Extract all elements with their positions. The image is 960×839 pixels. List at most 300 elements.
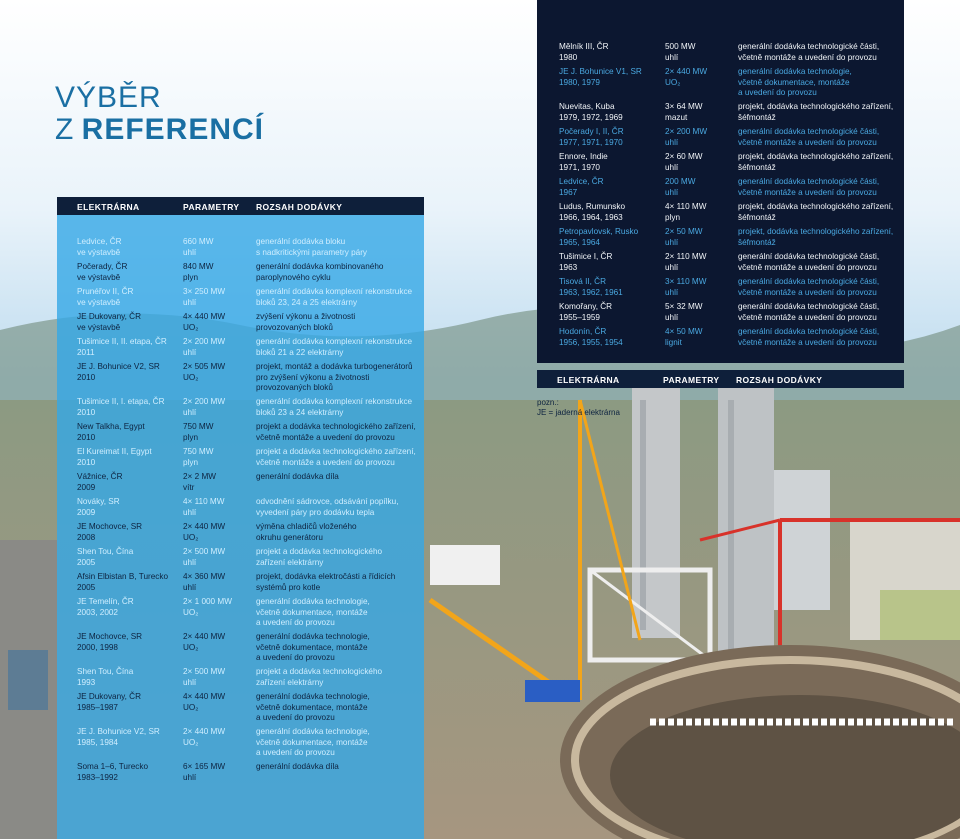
cell-line: uhlí — [183, 347, 197, 357]
plant-cell — [559, 277, 623, 298]
cell-line: Nováky, SR — [77, 497, 120, 506]
cell-line: 2× 200 MW — [183, 397, 226, 406]
cell-line: 2× 200 MW — [183, 337, 226, 346]
plant-cell — [77, 262, 127, 283]
cell-line: JE J. Bohunice V1, SR — [559, 67, 642, 76]
title-line-1: VÝBĚR — [55, 81, 162, 114]
cell-line: včetně montáže a uvedení do provozu — [738, 287, 877, 297]
cell-line: 2× 2 MW — [183, 472, 216, 481]
plant-cell — [559, 177, 604, 198]
cell-line: provozovaných bloků — [256, 383, 333, 393]
cell-line: 2009 — [77, 507, 96, 517]
parameters-cell — [183, 397, 225, 418]
cell-line: 2011 — [77, 347, 95, 357]
cell-line: UO₂ — [183, 607, 199, 617]
cell-line: uhlí — [183, 557, 197, 567]
page-title — [55, 82, 264, 146]
cell-line: 2010 — [77, 372, 96, 382]
cell-line: uhlí — [183, 297, 197, 307]
cell-line: provozovaných bloků — [256, 322, 333, 332]
parameters-cell — [665, 277, 706, 298]
plant-cell — [77, 692, 141, 713]
cell-line: uhlí — [665, 137, 679, 147]
parameters-cell — [665, 227, 703, 248]
cell-line: šéfmontáž — [738, 162, 776, 172]
cell-line: zvýšení výkonu a životnosti — [256, 312, 356, 321]
cell-line: 1980, 1979 — [559, 77, 600, 87]
cell-line: 2005 — [77, 557, 96, 567]
cell-line: generální dodávka technologie, — [256, 727, 370, 736]
parameters-cell — [183, 667, 225, 688]
cell-line: 3× 64 MW — [665, 102, 703, 111]
title-prefix: Z — [55, 112, 82, 146]
cell-line: a uvedení do provozu — [256, 713, 335, 723]
parameters-cell — [183, 597, 232, 618]
cell-line: projekt, dodávka technologického zařízení, — [738, 227, 894, 236]
plant-cell — [559, 42, 609, 63]
cell-line: 4× 360 MW — [183, 572, 226, 581]
cell-line: 1965, 1964 — [559, 237, 600, 247]
cell-line: 1966, 1964, 1963 — [559, 212, 623, 222]
footnote-label: pozn.: — [537, 398, 559, 407]
cell-line: okruhu generátoru — [256, 532, 323, 542]
cell-line: včetně montáže a uvedení do provozu — [738, 312, 877, 322]
cell-line: ve výstavbě — [77, 322, 121, 332]
cell-line: vyvedení páry pro dodávku tepla — [256, 507, 375, 517]
cell-line: 4× 110 MW — [183, 497, 225, 506]
cell-line: generální dodávka díla — [256, 472, 339, 481]
cell-line: Ennore, Indie — [559, 152, 608, 161]
parameters-cell — [665, 252, 706, 273]
cell-line: odvodnění sádrovce, odsávání popílku, — [256, 497, 399, 506]
cell-line: uhlí — [665, 162, 679, 172]
cell-line: generální dodávka komplexní rekonstrukce — [256, 337, 413, 346]
cell-line: včetně dokumentace, montáže — [256, 607, 368, 617]
cell-line: a uvedení do provozu — [256, 618, 335, 628]
cell-line: uhlí — [183, 247, 197, 257]
cell-line: JE Dukovany, ČR — [77, 692, 142, 701]
header-col-scope: ROZSAH DODÁVKY — [736, 375, 823, 385]
plant-cell — [77, 472, 123, 493]
cell-line: 1971, 1970 — [559, 162, 600, 172]
plant-cell — [77, 337, 167, 358]
scope-cell — [738, 67, 852, 99]
cell-line: uhlí — [665, 237, 679, 247]
cell-line: generální dodávka technologické části, — [738, 42, 880, 51]
cell-line: 2× 1 000 MW — [183, 597, 232, 606]
cell-line: Shen Tou, Čína — [77, 547, 134, 556]
cell-line: UO₂ — [665, 77, 681, 87]
cell-line: bloků 23, 24 a 25 elektrárny — [256, 297, 358, 307]
cell-line: Komořany, ČR — [559, 302, 613, 311]
cell-line: paroplynového cyklu — [256, 272, 331, 282]
parameters-cell — [183, 632, 225, 653]
scope-cell — [256, 337, 412, 358]
scope-cell — [738, 252, 879, 273]
plant-cell — [77, 287, 133, 308]
cell-line: uhlí — [183, 507, 197, 517]
cell-line: 1963 — [559, 262, 578, 272]
plant-cell — [77, 497, 120, 518]
cell-line: včetně montáže a uvedení do provozu — [738, 52, 877, 62]
parameters-cell — [183, 262, 213, 283]
cell-line: vítr — [183, 482, 195, 492]
cell-line: 2× 440 MW — [183, 522, 226, 531]
cell-line: projekt, dodávka technologického zařízení, — [738, 152, 894, 161]
scope-cell — [738, 277, 879, 298]
plant-cell — [77, 667, 133, 688]
scope-cell — [256, 522, 357, 543]
parameters-cell — [183, 547, 225, 568]
cell-line: 2010 — [77, 407, 96, 417]
cell-line: 5× 32 MW — [665, 302, 703, 311]
cell-line: včetně dokumentace, montáže — [256, 737, 368, 747]
scope-cell — [738, 127, 879, 148]
cell-line: 2× 50 MW — [665, 227, 703, 236]
scope-cell — [256, 287, 412, 308]
cell-line: 1983–1992 — [77, 772, 118, 782]
parameters-cell — [665, 177, 695, 198]
cell-line: projekt a dodávka technologického zařízení, — [256, 422, 416, 431]
cell-line: šéfmontáž — [738, 112, 776, 122]
cell-line: projekt a dodávka technologického zařízení, — [256, 447, 416, 456]
cell-line: Ludus, Rumunsko — [559, 202, 625, 211]
plant-cell — [77, 237, 122, 258]
plant-cell — [77, 727, 160, 748]
scope-cell — [256, 397, 412, 418]
parameters-cell — [665, 67, 707, 88]
plant-cell — [559, 302, 612, 323]
cell-line: UO₂ — [183, 737, 199, 747]
parameters-cell — [183, 362, 225, 383]
cell-line: 2005 — [77, 582, 96, 592]
cell-line: 2000, 1998 — [77, 642, 118, 652]
parameters-cell — [183, 472, 216, 493]
cell-line: projekt, dodávka elektročásti a řídicích — [256, 572, 396, 581]
cell-line: generální dodávka technologické části, — [738, 327, 880, 336]
plant-cell — [77, 422, 145, 443]
cell-line: 1979, 1972, 1969 — [559, 112, 623, 122]
cell-line: a uvedení do provozu — [256, 653, 335, 663]
cell-line: 750 MW — [183, 447, 214, 456]
cell-line: JE Mochovce, SR — [77, 522, 143, 531]
cell-line: 2008 — [77, 532, 96, 542]
cell-line: plyn — [665, 212, 681, 222]
cell-line: generální dodávka technologie, — [738, 67, 852, 76]
parameters-cell — [665, 102, 703, 123]
cell-line: generální dodávka technologie, — [256, 692, 370, 701]
plant-cell — [559, 127, 624, 148]
cell-line: 2× 500 MW — [183, 667, 226, 676]
parameters-cell — [665, 152, 703, 173]
scope-cell — [738, 302, 879, 323]
plant-cell — [559, 152, 608, 173]
cell-line: zařízení elektrárny — [256, 677, 324, 687]
cell-line: včetně montáže a uvedení do provozu — [738, 262, 877, 272]
parameters-cell — [183, 337, 225, 358]
cell-line: 3× 110 MW — [665, 277, 707, 286]
scope-cell — [738, 152, 893, 173]
cell-line: šéfmontáž — [738, 237, 776, 247]
header-col-plant: ELEKTRÁRNA — [557, 375, 620, 385]
cell-line: JE J. Bohunice V2, SR — [77, 727, 160, 736]
parameters-cell — [183, 762, 225, 783]
plant-cell — [559, 67, 642, 88]
plant-cell — [77, 632, 142, 653]
title-emphasis: REFERENCÍ — [81, 112, 265, 146]
parameters-cell — [665, 42, 695, 63]
scope-cell — [738, 177, 879, 198]
cell-line: 1956, 1955, 1954 — [559, 337, 623, 347]
cell-line: systémů pro kotle — [256, 582, 321, 592]
cell-line: uhlí — [665, 262, 679, 272]
cell-line: generální dodávka technologie, — [256, 597, 370, 606]
cell-line: Hodonín, ČR — [559, 327, 607, 336]
cell-line: UO₂ — [183, 702, 199, 712]
scope-cell — [256, 422, 416, 443]
cell-line: JE Dukovany, ČR — [77, 312, 142, 321]
cell-line: uhlí — [183, 772, 197, 782]
cell-line: JE Temelín, ČR — [77, 597, 134, 606]
cell-line: JE Mochovce, SR — [77, 632, 143, 641]
cell-line: Ledvice, ČR — [559, 177, 604, 186]
cell-line: 4× 440 MW — [183, 312, 226, 321]
cell-line: včetně dokumentace, montáže — [256, 642, 368, 652]
cell-line: Prunéřov II, ČR — [77, 287, 134, 296]
scope-cell — [256, 497, 398, 518]
cell-line: plyn — [183, 432, 199, 442]
plant-cell — [77, 312, 141, 333]
cell-line: včetně montáže a uvedení do provozu — [738, 187, 877, 197]
parameters-cell — [665, 202, 706, 223]
cell-line: včetně dokumentace, montáže — [256, 702, 368, 712]
scope-cell — [256, 572, 395, 593]
parameters-cell — [183, 287, 225, 308]
cell-line: uhlí — [665, 187, 679, 197]
cell-line: uhlí — [183, 677, 197, 687]
scope-cell — [256, 472, 339, 483]
parameters-cell — [183, 422, 213, 443]
cell-line: 3× 250 MW — [183, 287, 226, 296]
right-table-header — [537, 370, 904, 388]
left-table-header — [57, 197, 424, 215]
cell-line: 840 MW — [183, 262, 214, 271]
cell-line: uhlí — [665, 312, 679, 322]
cell-line: Počerady, ČR — [77, 262, 128, 271]
scope-cell — [256, 692, 370, 724]
scope-cell — [738, 102, 893, 123]
cell-line: JE J. Bohunice V2, SR — [77, 362, 160, 371]
cell-line: uhlí — [665, 52, 679, 62]
plant-cell — [77, 597, 134, 618]
cell-line: Afsin Elbistan B, Turecko — [77, 572, 169, 581]
plant-cell — [559, 202, 625, 223]
parameters-cell — [183, 497, 224, 518]
cell-line: 1963, 1962, 1961 — [559, 287, 623, 297]
cell-line: 2× 440 MW — [183, 727, 226, 736]
cell-line: 2010 — [77, 432, 96, 442]
cell-line: generální dodávka technologické části, — [738, 177, 880, 186]
parameters-cell — [183, 572, 225, 593]
plant-cell — [77, 547, 133, 568]
plant-cell — [77, 362, 160, 383]
cell-line: El Kureimat II, Egypt — [77, 447, 152, 456]
cell-line: včetně montáže a uvedení do provozu — [256, 457, 395, 467]
cell-line: bloků 23 a 24 elektrárny — [256, 407, 344, 417]
cell-line: lignit — [665, 337, 682, 347]
cell-line: ve výstavbě — [77, 247, 121, 257]
cell-line: Tušimice II, I. etapa, ČR — [77, 397, 165, 406]
parameters-cell — [183, 522, 225, 543]
cell-line: šéfmontáž — [738, 212, 776, 222]
plant-cell — [77, 447, 152, 468]
scope-cell — [738, 327, 879, 348]
cell-line: 2× 440 MW — [665, 67, 708, 76]
header-col-params: PARAMETRY — [663, 375, 720, 385]
cell-line: 1993 — [77, 677, 96, 687]
plant-cell — [77, 397, 165, 418]
cell-line: 1980 — [559, 52, 578, 62]
scope-cell — [738, 227, 893, 248]
cell-line: generální dodávka kombinovaného — [256, 262, 384, 271]
cell-line: plyn — [183, 457, 199, 467]
scope-cell — [256, 632, 370, 664]
cell-line: Vážnice, ČR — [77, 472, 123, 481]
cell-line: 500 MW — [665, 42, 696, 51]
cell-line: generální dodávka technologické části, — [738, 277, 880, 286]
cell-line: New Talkha, Egypt — [77, 422, 145, 431]
header-col-plant: ELEKTRÁRNA — [77, 202, 140, 212]
scope-cell — [256, 262, 383, 283]
cell-line: generální dodávka technologické části, — [738, 302, 880, 311]
plant-cell — [559, 102, 623, 123]
cell-line: Soma 1–6, Turecko — [77, 762, 148, 771]
parameters-cell — [183, 692, 225, 713]
cell-line: UO₂ — [183, 372, 199, 382]
cell-line: 4× 440 MW — [183, 692, 226, 701]
cell-line: včetně montáže a uvedení do provozu — [738, 337, 877, 347]
cell-line: 2010 — [77, 457, 96, 467]
scope-cell — [256, 727, 370, 759]
plant-cell — [77, 572, 168, 593]
cell-line: bloků 21 a 22 elektrárny — [256, 347, 344, 357]
plant-cell — [77, 522, 142, 543]
cell-line: 2009 — [77, 482, 96, 492]
parameters-cell — [183, 237, 213, 258]
cell-line: uhlí — [183, 582, 197, 592]
cell-line: pro zvýšení výkonu a životnosti — [256, 372, 370, 382]
cell-line: Petropavlovsk, Rusko — [559, 227, 639, 236]
scope-cell — [256, 237, 367, 258]
cell-line: Tisová II, ČR — [559, 277, 607, 286]
scope-cell — [738, 42, 879, 63]
cell-line: 200 MW — [665, 177, 696, 186]
parameters-cell — [183, 447, 213, 468]
cell-line: Ledvice, ČR — [77, 237, 122, 246]
cell-line: 2× 110 MW — [665, 252, 707, 261]
cell-line: projekt, dodávka technologického zařízení, — [738, 202, 894, 211]
header-col-scope: ROZSAH DODÁVKY — [256, 202, 343, 212]
cell-line: včetně montáže a uvedení do provozu — [256, 432, 395, 442]
cell-line: výměna chladičů vloženého — [256, 522, 357, 531]
parameters-cell — [665, 127, 707, 148]
cell-line: včetně montáže a uvedení do provozu — [738, 137, 877, 147]
cell-line: ve výstavbě — [77, 297, 121, 307]
cell-line: 1977, 1971, 1970 — [559, 137, 623, 147]
cell-line: 1985, 1984 — [77, 737, 118, 747]
plant-cell — [77, 762, 148, 783]
footnote — [537, 398, 620, 418]
parameters-cell — [183, 727, 225, 748]
plant-cell — [559, 327, 623, 348]
plant-cell — [559, 252, 612, 273]
cell-line: 2× 60 MW — [665, 152, 703, 161]
cell-line: Tušimice II, II. etapa, ČR — [77, 337, 167, 346]
cell-line: Tušimice I, ČR — [559, 252, 613, 261]
cell-line: Nuevitas, Kuba — [559, 102, 615, 111]
plant-cell — [559, 227, 638, 248]
cell-line: 750 MW — [183, 422, 214, 431]
cell-line: 2× 500 MW — [183, 547, 226, 556]
scope-cell — [256, 597, 370, 629]
scope-cell — [256, 547, 382, 568]
cell-line: 4× 50 MW — [665, 327, 703, 336]
parameters-cell — [665, 327, 703, 348]
title-line-2 — [55, 114, 264, 146]
cell-line: generální dodávka komplexní rekonstrukce — [256, 287, 413, 296]
cell-line: 6× 165 MW — [183, 762, 226, 771]
parameters-cell — [183, 312, 225, 333]
cell-line: s nadkritickými parametry páry — [256, 247, 368, 257]
cell-line: 2× 200 MW — [665, 127, 708, 136]
scope-cell — [256, 667, 382, 688]
cell-line: UO₂ — [183, 532, 199, 542]
cell-line: Shen Tou, Čína — [77, 667, 134, 676]
cell-line: projekt, dodávka technologického zařízení, — [738, 102, 894, 111]
cell-line: projekt a dodávka technologického — [256, 667, 383, 676]
cell-line: projekt a dodávka technologického — [256, 547, 383, 556]
cell-line: uhlí — [665, 287, 679, 297]
cell-line: Počerady I, II, ČR — [559, 127, 624, 136]
cell-line: zařízení elektrárny — [256, 557, 324, 567]
cell-line: generální dodávka díla — [256, 762, 339, 771]
scope-cell — [738, 202, 893, 223]
cell-line: 660 MW — [183, 237, 214, 246]
cell-line: generální dodávka komplexní rekonstrukce — [256, 397, 413, 406]
cell-line: Mělník III, ČR — [559, 42, 609, 51]
cell-line: a uvedení do provozu — [256, 748, 335, 758]
cell-line: UO₂ — [183, 642, 199, 652]
cell-line: ve výstavbě — [77, 272, 121, 282]
cell-line: 2003, 2002 — [77, 607, 118, 617]
cell-line: projekt, montáž a dodávka turbogenerátorů — [256, 362, 413, 371]
cell-line: generální dodávka technologické části, — [738, 252, 880, 261]
cell-line: 4× 110 MW — [665, 202, 707, 211]
header-col-params: PARAMETRY — [183, 202, 240, 212]
scope-cell — [256, 762, 339, 773]
cell-line: mazut — [665, 112, 688, 122]
cell-line: UO₂ — [183, 322, 199, 332]
footnote-text: JE = jaderná elektrárna — [537, 408, 620, 417]
cell-line: a uvedení do provozu — [738, 88, 817, 98]
scope-cell — [256, 447, 416, 468]
cell-line: generální dodávka technologické části, — [738, 127, 880, 136]
cell-line: 1967 — [559, 187, 578, 197]
cell-line: generální dodávka bloku — [256, 237, 346, 246]
scope-cell — [256, 312, 355, 333]
cell-line: uhlí — [183, 407, 197, 417]
parameters-cell — [665, 302, 703, 323]
